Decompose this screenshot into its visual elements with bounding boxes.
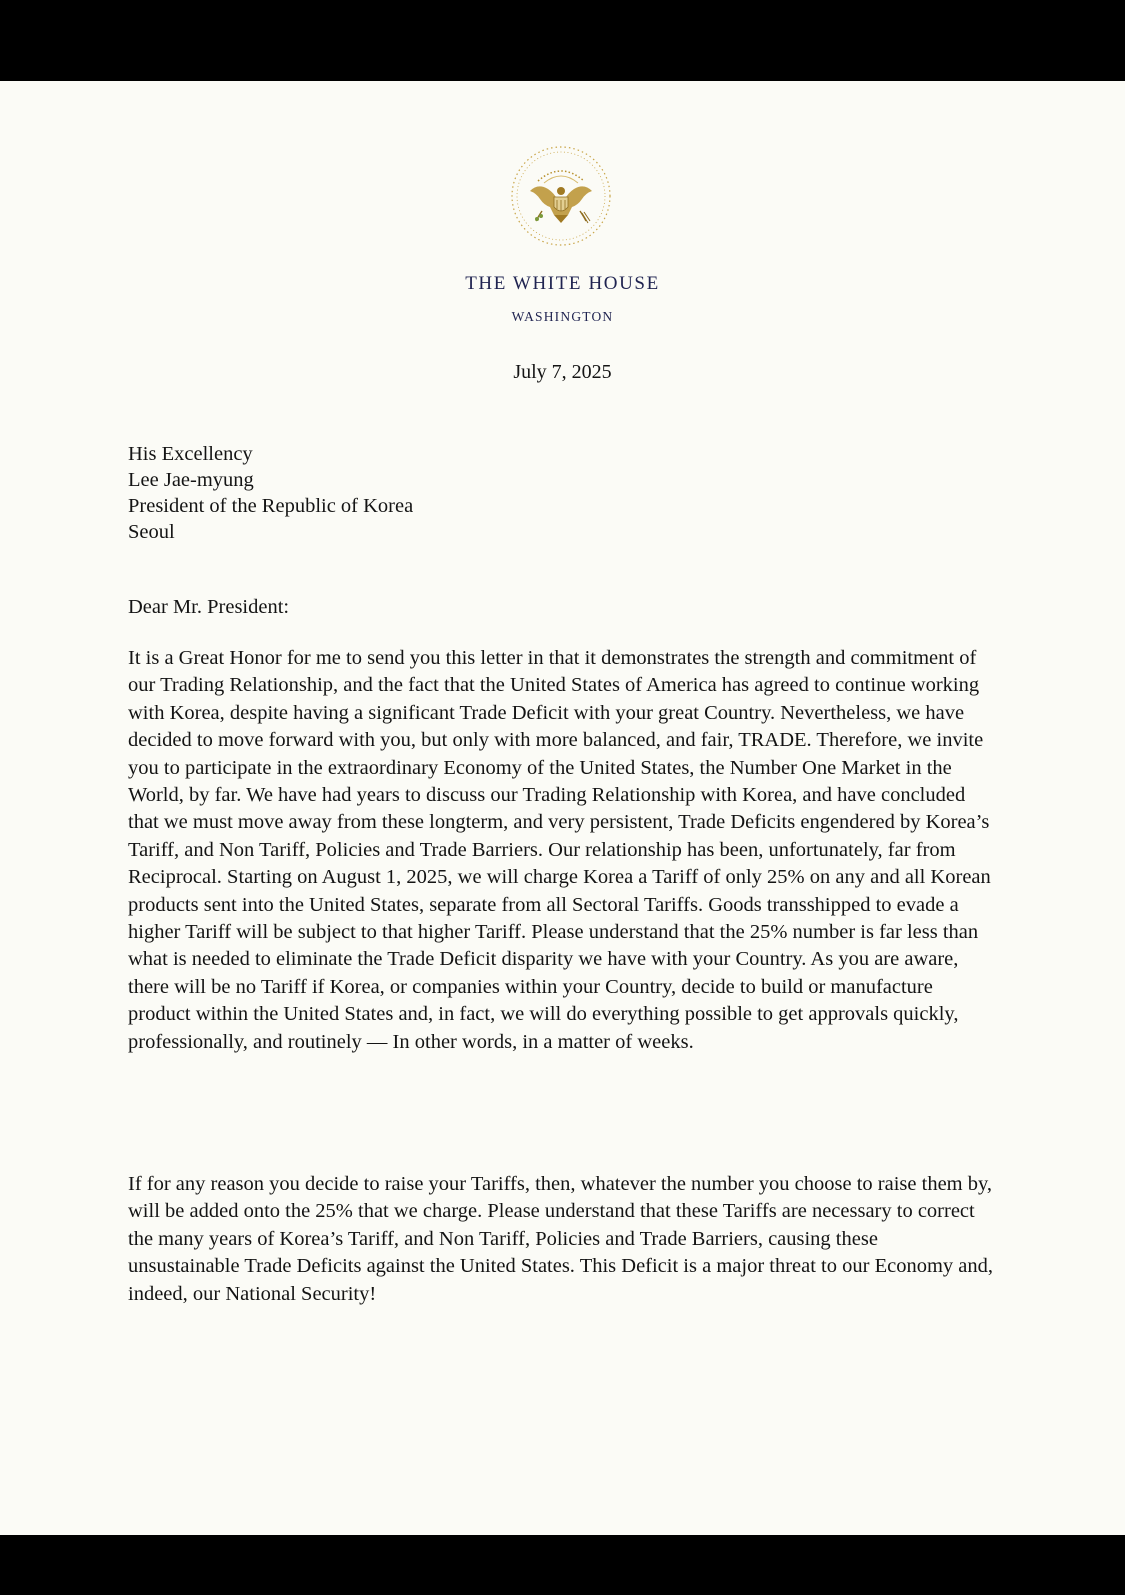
letterhead-subtitle: WASHINGTON <box>511 309 614 324</box>
letter-page <box>0 81 1125 1535</box>
letter-date: July 7, 2025 <box>513 361 612 383</box>
bottom-black-bar <box>0 1535 1125 1595</box>
recipient-city: Seoul <box>128 521 175 543</box>
body-paragraph-2: If for any reason you decide to raise your Tariffs, then, whatever the number you choose to raise them by, will be added onto the 25% that we charge. Please understand that these Tariffs are necessary to correct the many years of Korea’s Tariff, and Non Tariff, Policies and Trade Barriers, causing these unsustainable Trade Deficits against the United States. This Deficit is a major threat to our Economy and, indeed, our National Security! <box>128 1173 993 1305</box>
recipient-title: President of the Republic of Korea <box>128 495 414 517</box>
recipient-honorific: His Excellency <box>128 443 253 465</box>
top-black-bar <box>0 0 1125 81</box>
salutation: Dear Mr. President: <box>128 596 290 618</box>
letterhead-title: THE WHITE HOUSE <box>465 273 660 294</box>
recipient-name: Lee Jae-myung <box>128 469 254 491</box>
recipient-address <box>128 441 413 545</box>
presidential-seal-icon <box>508 143 614 249</box>
body-paragraph-1: It is a Great Honor for me to send you this letter in that it demonstrates the strength and commitment of our Trading Relationship, and the fact that the United States of America has agreed to continue working with Korea, despite having a significant Trade Deficit with your great Country. Nevertheless, we have decided to move forward with you, but only with more balanced, and fair, TRADE. Therefore, we invite you to participate in the extraordinary Economy of the United States, the Number One Market in the World, by far. We have had years to discuss our Trading Relationship with Korea, and have concluded that we must move away from these longterm, and very persistent, Trade Deficits engendered by Korea’s Tariff, and Non Tariff, Policies and Trade Barriers. Our relationship has been, unfortunately, far from Reciprocal. Starting on August 1, 2025, we will charge Korea a Tariff of only 25% on any and all Korean products sent into the United States, separate from all Sectoral Tariffs. Goods transshipped to evade a higher Tariff will be subject to that higher Tariff. Please understand that the 25% number is far less than what is needed to eliminate the Trade Deficit disparity we have with your Country. As you are aware, there will be no Tariff if Korea, or companies within your Country, decide to build or manufacture product within the United States and, in fact, we will do everything possible to get approvals quickly, professionally, and routinely — In other words, in a matter of weeks. <box>128 647 991 1053</box>
